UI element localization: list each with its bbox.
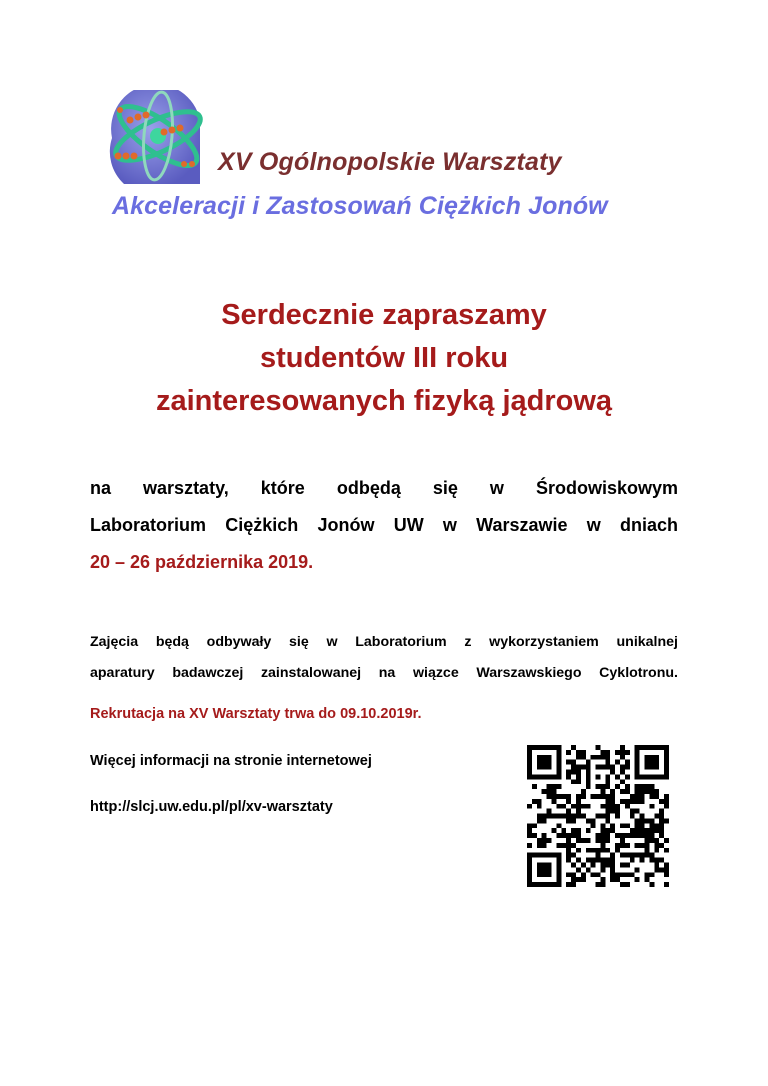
more-info-text: Więcej informacji na stronie internetowej bbox=[90, 753, 372, 769]
activities-line2: aparatury badawczej zainstalowanej na wiązce Warszawskiego Cyklotronu. bbox=[90, 665, 678, 681]
invitation-line1: Serdecznie zapraszamy bbox=[221, 299, 547, 331]
invitation-line3: zainteresowanych fizyką jądrową bbox=[155, 385, 613, 417]
atom-logo-icon bbox=[104, 90, 212, 184]
details-line2: Laboratorium Ciężkich Jonów UW w Warszawie w dniach bbox=[90, 515, 678, 535]
qr-code-icon bbox=[527, 745, 669, 887]
details-paragraph bbox=[90, 470, 678, 581]
workshop-title-line1: XV Ogólnopolskie Warsztaty bbox=[218, 148, 562, 176]
website-link[interactable]: http://slcj.uw.edu.pl/pl/xv-warsztaty bbox=[90, 799, 333, 815]
details-line1: na warsztaty, które odbędą się w Środowiskowym bbox=[90, 478, 678, 498]
activities-paragraph bbox=[90, 627, 678, 689]
invitation-line2: studentów III roku bbox=[259, 342, 509, 374]
activities-line1: Zajęcia będą odbywały się w Laboratorium z wykorzystaniem unikalnej bbox=[90, 634, 678, 650]
event-dates: 20 – 26 października 2019. bbox=[90, 552, 314, 572]
invitation-heading bbox=[60, 294, 708, 423]
recruitment-deadline: Rekrutacja na XV Warsztaty trwa do 09.10.2019r. bbox=[90, 706, 422, 722]
workshop-title-line2: Akceleracji i Zastosowań Ciężkich Jonów bbox=[112, 192, 608, 220]
